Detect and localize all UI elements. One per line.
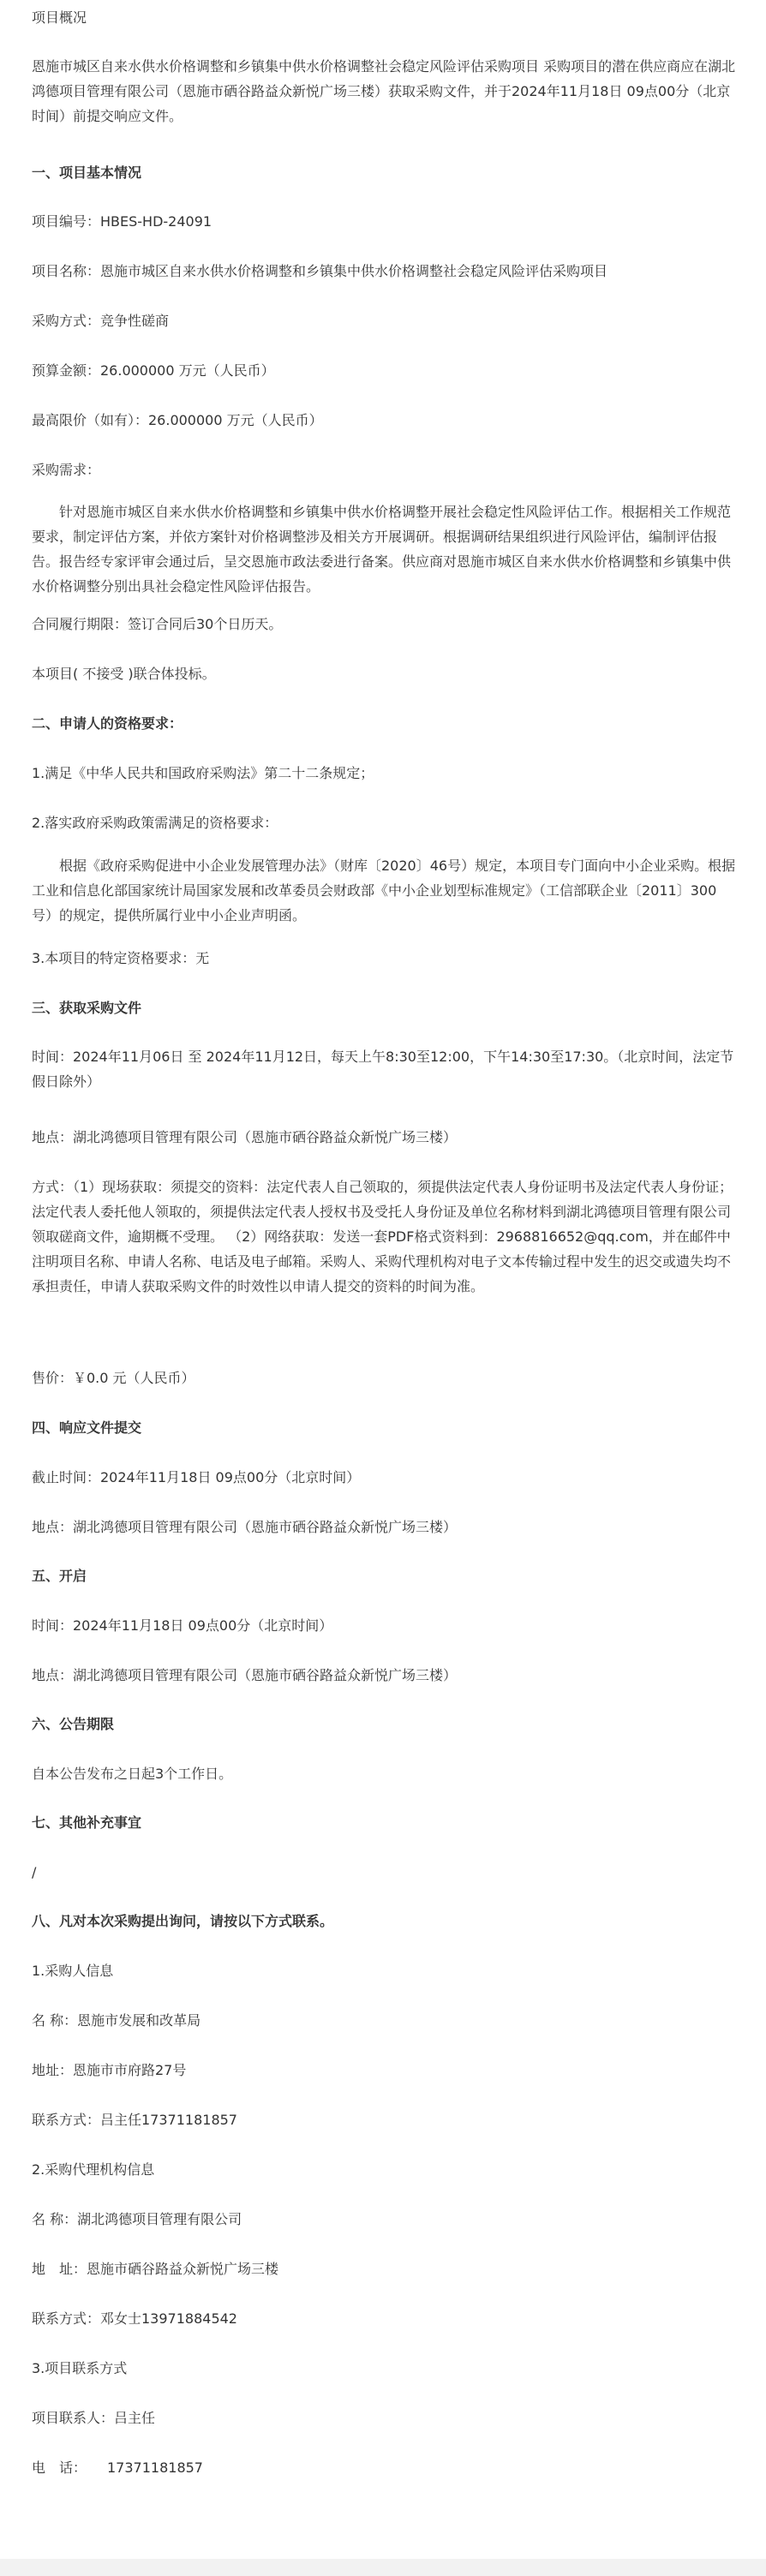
section-7-heading: 七、其他补充事宜 [32,1814,142,1831]
obtain-time: 时间：2024年11月06日 至 2024年11月12日，每天上午8:30至12:00，下午14:30至17:30。（北京时间，法定节假日除外） [32,1049,734,1090]
section-1-heading: 一、项目基本情况 [32,164,142,181]
budget-amount: 预算金额：26.000000 万元（人民币） [32,362,275,379]
section-8-heading: 八、凡对本次采购提出询问，请按以下方式联系。 [32,1913,334,1929]
project-number: 项目编号：HBES-HD-24091 [32,213,212,230]
section-2-heading: 二、申请人的资格要求： [32,715,183,732]
overview-title: 项目概况 [32,9,87,26]
section-3-heading: 三、获取采购文件 [32,1000,142,1016]
page-footer-bar [0,2559,766,2576]
section-4-heading: 四、响应文件提交 [32,1419,142,1436]
needs-text: 针对恩施市城区自来水供水价格调整和乡镇集中供水价格调整开展社会稳定性风险评估工作。根据相关工作规范要求，制定评估方案，并依方案针对价格调整涉及相关方开展调研。根据调研结果组织进行风险评估，编制评估报告。报告经专家评审会通过后，呈交恩施市政法委进行备案。供应商对恩施市城区自来水供水价格调整和乡镇集中供水价格调整分别出具社会稳定性风险评估报告。 [32,504,732,595]
submission-place: 地点：湖北鸿德项目管理有限公司（恩施市硒谷路益众新悦广场三楼） [32,1519,458,1535]
needs-label: 采购需求： [32,462,101,478]
agency-name: 名 称：湖北鸿德项目管理有限公司 [32,2211,242,2227]
requirement-2: 2.落实政府采购政策需满足的资格要求： [32,815,278,831]
agency-contact: 联系方式：邓女士13971884542 [32,2310,237,2327]
supplementary-matters: / [32,1864,37,1880]
document-price: 售价：￥0.0 元（人民币） [32,1370,195,1386]
requirement-1: 1.满足《中华人民共和国政府采购法》第二十二条规定； [32,765,374,781]
purchaser-address: 地址：恩施市市府路27号 [32,2062,187,2078]
purchaser-name: 名 称：恩施市发展和改革局 [32,2012,201,2029]
purchaser-title: 1.采购人信息 [32,1963,114,1979]
procurement-method: 采购方式：竞争性磋商 [32,313,170,329]
submission-deadline: 截止时间：2024年11月18日 09点00分（北京时间） [32,1469,361,1485]
project-name: 项目名称：恩施市城区自来水供水价格调整和乡镇集中供水价格调整社会稳定风险评估采购项目 [32,263,608,279]
section-6-heading: 六、公告期限 [32,1716,115,1732]
agency-address: 地 址：恩施市硒谷路益众新悦广场三楼 [32,2261,279,2277]
obtain-method: 方式：（1）现场获取：须提交的资料：法定代表人自己领取的，须提供法定代表人身份证明书及法定代表人身份证；法定代表人委托他人领取的，须提供法定代表人授权书及受托人身份证及单位名称材料到湖北鸿德项目管理有限公司领取磋商文件，逾期概不受理。 （2）网络获取：发送一套PDF格式资料到：2968816652@qq.com，并在邮件中注明项目名称、申请人名称、电话及电子邮箱。采购人、采购代理机构对电子文本传输过程中发生的迟交或遗失均不承担责任，申请人获取采购文件的时效性以申请人提交的资料的时间为准。 [32,1179,733,1294]
obtain-place: 地点：湖北鸿德项目管理有限公司（恩施市硒谷路益众新悦广场三楼） [32,1129,458,1145]
section-5-heading: 五、开启 [32,1568,87,1584]
contract-period: 合同履行期限：签订合同后30个日历天。 [32,616,283,632]
project-contact-person: 项目联系人：吕主任 [32,2410,156,2426]
requirement-2-text: 根据《政府采购促进中小企业发展管理办法》（财库〔2020〕46号）规定，本项目专门面向中小企业采购。根据工业和信息化部国家统计局国家发展和改革委员会财政部《中小企业划型标准规定》（工信部联企业〔2011〕300 号）的规定，提供所属行业中小企业声明函。 [32,858,736,923]
opening-time: 时间：2024年11月18日 09点00分（北京时间） [32,1617,333,1634]
max-price: 最高限价（如有）：26.000000 万元（人民币） [32,412,323,428]
requirement-3: 3.本项目的特定资格要求：无 [32,950,210,966]
project-contact-title: 3.项目联系方式 [32,2360,128,2376]
overview-text: 恩施市城区自来水供水价格调整和乡镇集中供水价格调整社会稳定风险评估采购项目 采购项目的潜在供应商应在湖北鸿德项目管理有限公司（恩施市硒谷路益众新悦广场三楼）获取采购文件，并于2024年11月18日 09点00分（北京时间）前提交响应文件。 [32,58,736,124]
purchaser-contact: 联系方式：吕主任17371181857 [32,2112,237,2128]
project-contact-phone: 电 话： 17371181857 [32,2459,203,2476]
opening-place: 地点：湖北鸿德项目管理有限公司（恩施市硒谷路益众新悦广场三楼） [32,1667,458,1683]
consortium-note: 本项目( 不接受 )联合体投标。 [32,666,216,682]
agency-title: 2.采购代理机构信息 [32,2161,155,2178]
announcement-period: 自本公告发布之日起3个工作日。 [32,1766,233,1782]
